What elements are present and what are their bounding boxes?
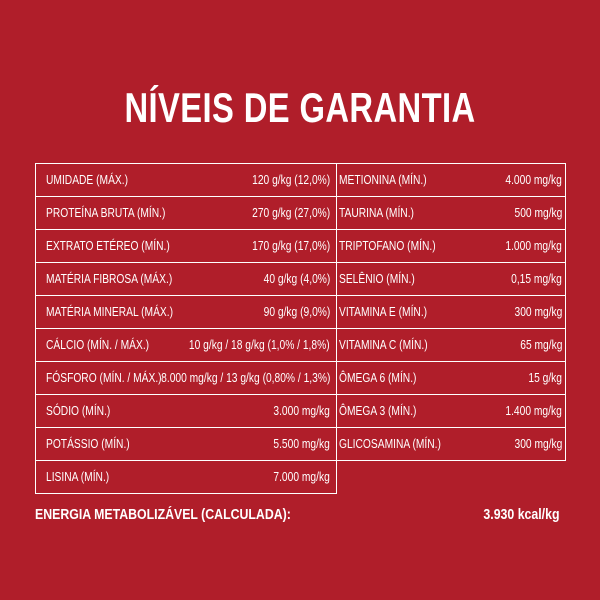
nutrient-label: MATÉRIA FIBROSA (MÁX.): [46, 272, 173, 286]
table-row: [337, 296, 566, 329]
nutrient-value: 120 g/kg (12,0%): [251, 173, 330, 187]
nutrient-value: 90 g/kg (9,0%): [263, 305, 330, 319]
nutrient-label: ÔMEGA 3 (MÍN.): [339, 404, 417, 418]
nutrient-value: 8.000 mg/kg / 13 g/kg (0,80% / 1,3%): [160, 371, 330, 385]
table-row: [337, 263, 566, 296]
nutrient-label: UMIDADE (MÁX.): [46, 173, 128, 187]
nutrient-label: GLICOSAMINA (MÍN.): [339, 437, 441, 451]
nutrient-value: 300 mg/kg: [514, 437, 562, 451]
table-row: [337, 329, 566, 362]
energy-label: ENERGIA METABOLIZÁVEL (CALCULADA):: [35, 507, 291, 523]
nutrient-value: 7.000 mg/kg: [273, 470, 330, 484]
nutrient-label: EXTRATO ETÉREO (MÍN.): [46, 239, 170, 253]
nutrient-label: TAURINA (MÍN.): [339, 206, 414, 220]
table-row: [35, 163, 337, 197]
nutrient-table: [35, 163, 566, 494]
nutrient-value: 0,15 mg/kg: [511, 272, 562, 286]
table-row: [35, 428, 337, 461]
nutrient-value: 40 g/kg (4,0%): [263, 272, 330, 286]
nutrient-label: TRIPTOFANO (MÍN.): [339, 239, 436, 253]
nutrient-value: 3.000 mg/kg: [273, 404, 330, 418]
nutrient-label: METIONINA (MÍN.): [339, 173, 427, 187]
table-row: [35, 230, 337, 263]
nutrient-label: VITAMINA E (MÍN.): [339, 305, 428, 319]
table-row: [35, 296, 337, 329]
metabolizable-energy: [35, 504, 559, 526]
nutrient-value: 1.400 mg/kg: [505, 404, 562, 418]
nutrient-label: FÓSFORO (MÍN. / MÁX.): [46, 371, 162, 385]
table-row: [337, 428, 566, 461]
table-row: [35, 461, 337, 494]
nutrient-label: SELÊNIO (MÍN.): [339, 272, 415, 286]
table-row: [35, 263, 337, 296]
table-row: [337, 197, 566, 230]
table-row: [337, 163, 566, 197]
nutrient-value: 1.000 mg/kg: [505, 239, 562, 253]
nutrient-value: 5.500 mg/kg: [273, 437, 330, 451]
table-row: [337, 230, 566, 263]
nutrient-value: 15 g/kg: [528, 371, 562, 385]
nutrient-value: 270 g/kg (27,0%): [251, 206, 330, 220]
table-row: [337, 362, 566, 395]
nutrient-label: LISINA (MÍN.): [46, 470, 110, 484]
nutrient-value: 4.000 mg/kg: [505, 173, 562, 187]
nutrient-label: POTÁSSIO (MÍN.): [46, 437, 130, 451]
nutrient-label: CÁLCIO (MÍN. / MÁX.): [46, 338, 150, 352]
nutrient-value: 300 mg/kg: [514, 305, 562, 319]
table-row: [35, 329, 337, 362]
nutrient-label: ÔMEGA 6 (MÍN.): [339, 371, 417, 385]
nutrient-label: MATÉRIA MINERAL (MÁX.): [46, 305, 174, 319]
table-row: [337, 395, 566, 428]
table-row: [35, 395, 337, 428]
table-row: [35, 197, 337, 230]
energy-value: 3.930 kcal/kg: [482, 507, 559, 523]
nutrient-label: SÓDIO (MÍN.): [46, 404, 111, 418]
nutrient-value: 500 mg/kg: [514, 206, 562, 220]
table-row: [35, 362, 337, 395]
nutrient-column-right: [337, 163, 566, 461]
nutrient-column-left: [35, 163, 337, 494]
nutrient-label: PROTEÍNA BRUTA (MÍN.): [46, 206, 166, 220]
nutrient-value: 170 g/kg (17,0%): [251, 239, 330, 253]
nutrient-label: VITAMINA C (MÍN.): [339, 338, 428, 352]
nutrient-value: 10 g/kg / 18 g/kg (1,0% / 1,8%): [189, 338, 330, 352]
nutrient-value: 65 mg/kg: [519, 338, 562, 352]
page-title: NÍVEIS DE GARANTIA: [124, 84, 476, 131]
